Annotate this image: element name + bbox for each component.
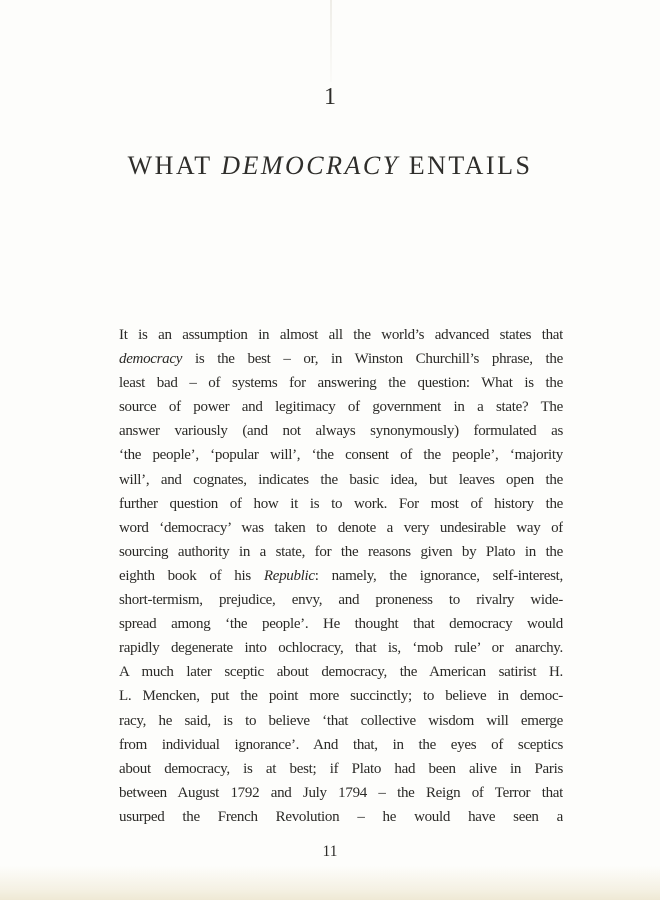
- body-line: [119, 443, 563, 467]
- chapter-number: 1: [324, 84, 336, 110]
- body-text: [119, 323, 563, 829]
- text-segment: from individual ignorance’. And that, in the eyes of sceptics: [119, 736, 563, 753]
- body-line: [119, 540, 563, 564]
- body-line: [119, 781, 563, 805]
- text-segment: ‘the people’, ‘popular will’, ‘the consent of the people’, ‘majority: [119, 447, 563, 464]
- text-segment: rapidly degenerate into ochlocracy, that is, ‘mob rule’ or anarchy.: [119, 640, 563, 657]
- body-line: [119, 757, 563, 781]
- text-segment: sourcing authority in a state, for the reasons given by Plato in the: [119, 543, 563, 560]
- italic-text: DEMOCRACY: [221, 151, 400, 180]
- page-number: 11: [322, 843, 338, 860]
- body-line: [119, 709, 563, 733]
- italic-text: democracy: [119, 351, 183, 368]
- body-line: [119, 660, 563, 684]
- body-line: [119, 323, 563, 347]
- body-line: [119, 371, 563, 395]
- text-segment: short-termism, prejudice, envy, and proneness to rivalry wide-: [119, 592, 563, 609]
- scan-streak-artifact: [330, 0, 332, 82]
- body-line: [119, 588, 563, 612]
- body-line: [119, 805, 563, 829]
- text-segment: spread among ‘the people’. He thought that democracy would: [119, 616, 563, 633]
- body-line: [119, 492, 563, 516]
- text-segment: WHAT: [127, 151, 222, 180]
- body-line: [119, 395, 563, 419]
- body-line: [119, 419, 563, 443]
- body-line: [119, 733, 563, 757]
- text-segment: : namely, the ignorance, self-interest,: [314, 567, 563, 584]
- text-segment: usurped the French Revolution – he would have seen a: [119, 808, 563, 825]
- body-line: [119, 468, 563, 492]
- text-segment: eighth book of his: [119, 567, 264, 584]
- text-segment: about democracy, is at best; if Plato had been alive in Paris: [119, 760, 563, 777]
- text-segment: further question of how it is to work. For most of history the: [119, 495, 563, 512]
- text-segment: word ‘democracy’ was taken to denote a very undesirable way of: [119, 519, 563, 536]
- text-segment: least bad – of systems for answering the question: What is the: [119, 375, 563, 392]
- body-line: [119, 684, 563, 708]
- text-segment: answer variously (and not always synonymously) formulated as: [119, 423, 563, 440]
- body-line: [119, 347, 563, 371]
- text-segment: It is an assumption in almost all the world’s advanced states that: [119, 327, 563, 343]
- text-segment: ENTAILS: [399, 151, 533, 180]
- body-line: [119, 636, 563, 660]
- text-segment: A much later sceptic about democracy, the American satirist H.: [119, 664, 563, 681]
- text-segment: is the best – or, in Winston Churchill’s phrase, the: [182, 351, 563, 368]
- scan-edge-tint: [0, 866, 660, 900]
- body-line: [119, 564, 563, 588]
- text-segment: between August 1792 and July 1794 – the Reign of Terror that: [119, 784, 563, 801]
- text-segment: will’, and cognates, indicates the basic idea, but leaves open the: [119, 471, 563, 488]
- text-segment: source of power and legitimacy of government in a state? The: [119, 399, 563, 416]
- chapter-title: [0, 151, 660, 181]
- text-segment: L. Mencken, put the point more succinctly; to believe in democ-: [119, 688, 563, 705]
- text-segment: racy, he said, is to believe ‘that collective wisdom will emerge: [119, 712, 563, 729]
- body-line: [119, 612, 563, 636]
- body-line: [119, 516, 563, 540]
- italic-text: Republic: [263, 567, 315, 584]
